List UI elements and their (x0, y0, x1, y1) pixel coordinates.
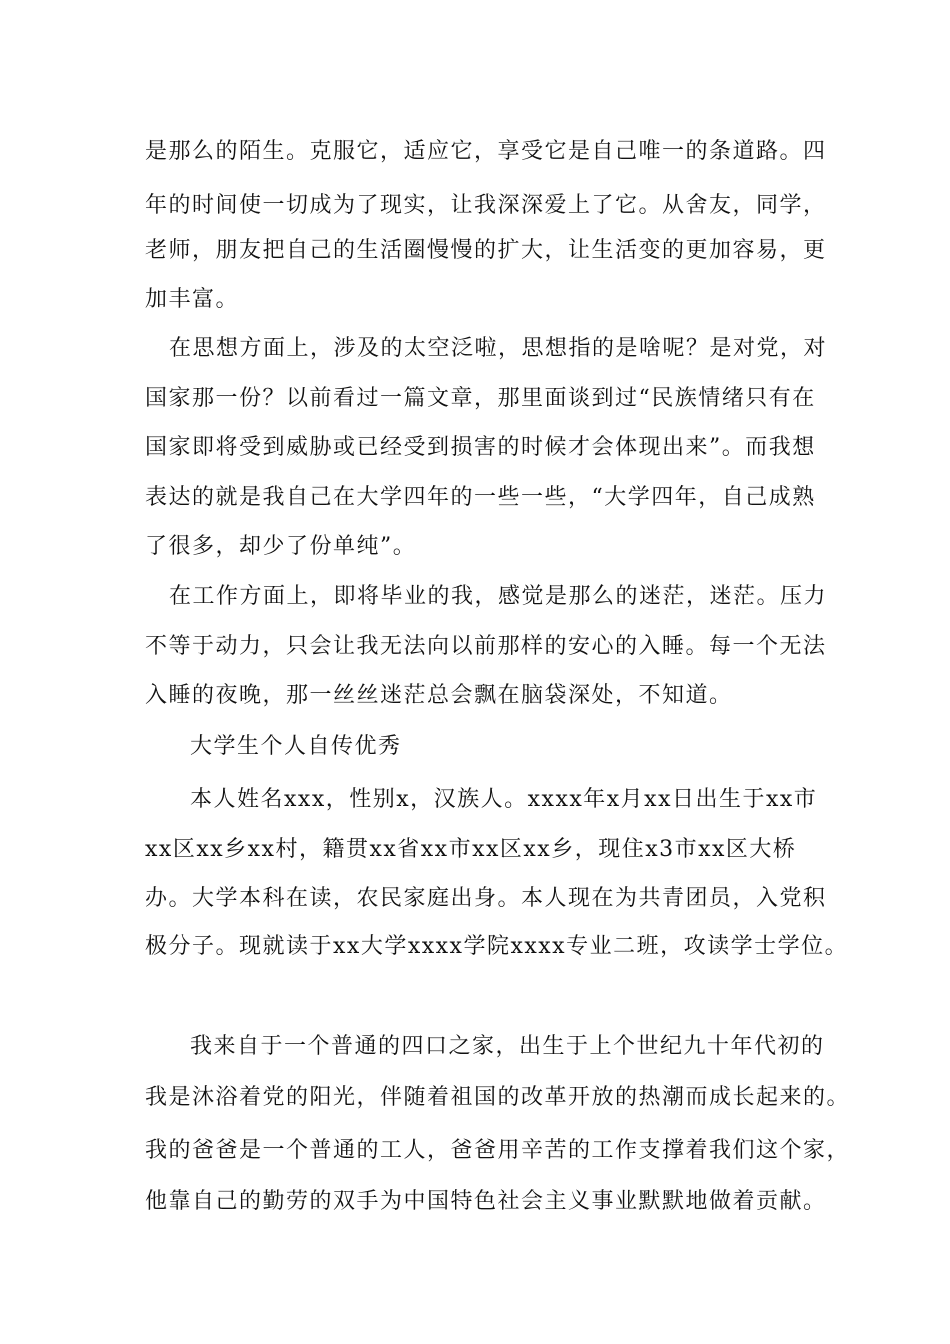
text-line: 他靠自己的勤劳的双手为中国特色社会主义事业默默地做着贡献。 (145, 1189, 827, 1214)
text-line: 了很多，却少了份单纯”。 (145, 534, 417, 559)
text-line: 表达的就是我自己在大学四年的一些一些，“大学四年，自己成熟 (145, 485, 816, 510)
text-line: 国家那一份？以前看过一篇文章，那里面谈到过“民族情绪只有在 (145, 386, 816, 411)
text-line: 入睡的夜晚，那一丝丝迷茫总会飘在脑袋深处，不知道。 (145, 683, 733, 708)
text-line: 不等于动力，只会让我无法向以前那样的安心的入睡。每一个无法 (145, 634, 827, 659)
text-line: 老师，朋友把自己的生活圈慢慢的扩大，让生活变的更加容易，更 (145, 238, 827, 263)
section-heading: 大学生个人自传优秀 (190, 734, 402, 759)
text-line: 在思想方面上，涉及的太空泛啦，思想指的是啥呢？是对党，对 (169, 336, 828, 361)
text-line: 我来自于一个普通的四口之家，出生于上个世纪九十年代初的 (190, 1034, 825, 1059)
text-line: 加丰富。 (145, 287, 240, 312)
text-line: 我的爸爸是一个普通的工人，爸爸用辛苦的工作支撑着我们这个家， (145, 1138, 851, 1163)
text-line: xx区xx乡xx村，籍贯xx省xx市xx区xx乡，现住x3市xx区大桥 (145, 837, 797, 862)
text-line: 极分子。现就读于xx大学xxxx学院xxxx专业二班，攻读学士学位。 (145, 934, 849, 959)
text-line: 我是沐浴着党的阳光，伴随着祖国的改革开放的热潮而成长起来的。 (145, 1085, 851, 1110)
text-line: 国家即将受到威胁或已经受到损害的时候才会体现出来”。而我想 (145, 435, 816, 460)
text-line: 年的时间使一切成为了现实，让我深深爱上了它。从舍友，同学， (145, 193, 827, 218)
text-line: 本人姓名xxx，性别x，汉族人。xxxx年x月xx日出生于xx市 (190, 787, 818, 812)
text-line: 在工作方面上，即将毕业的我，感觉是那么的迷茫，迷茫。压力 (169, 584, 828, 609)
text-line: 办。大学本科在读，农民家庭出身。本人现在为共青团员，入党积 (145, 886, 827, 911)
text-line: 是那么的陌生。克服它，适应它，享受它是自己唯一的条道路。四 (145, 139, 827, 164)
